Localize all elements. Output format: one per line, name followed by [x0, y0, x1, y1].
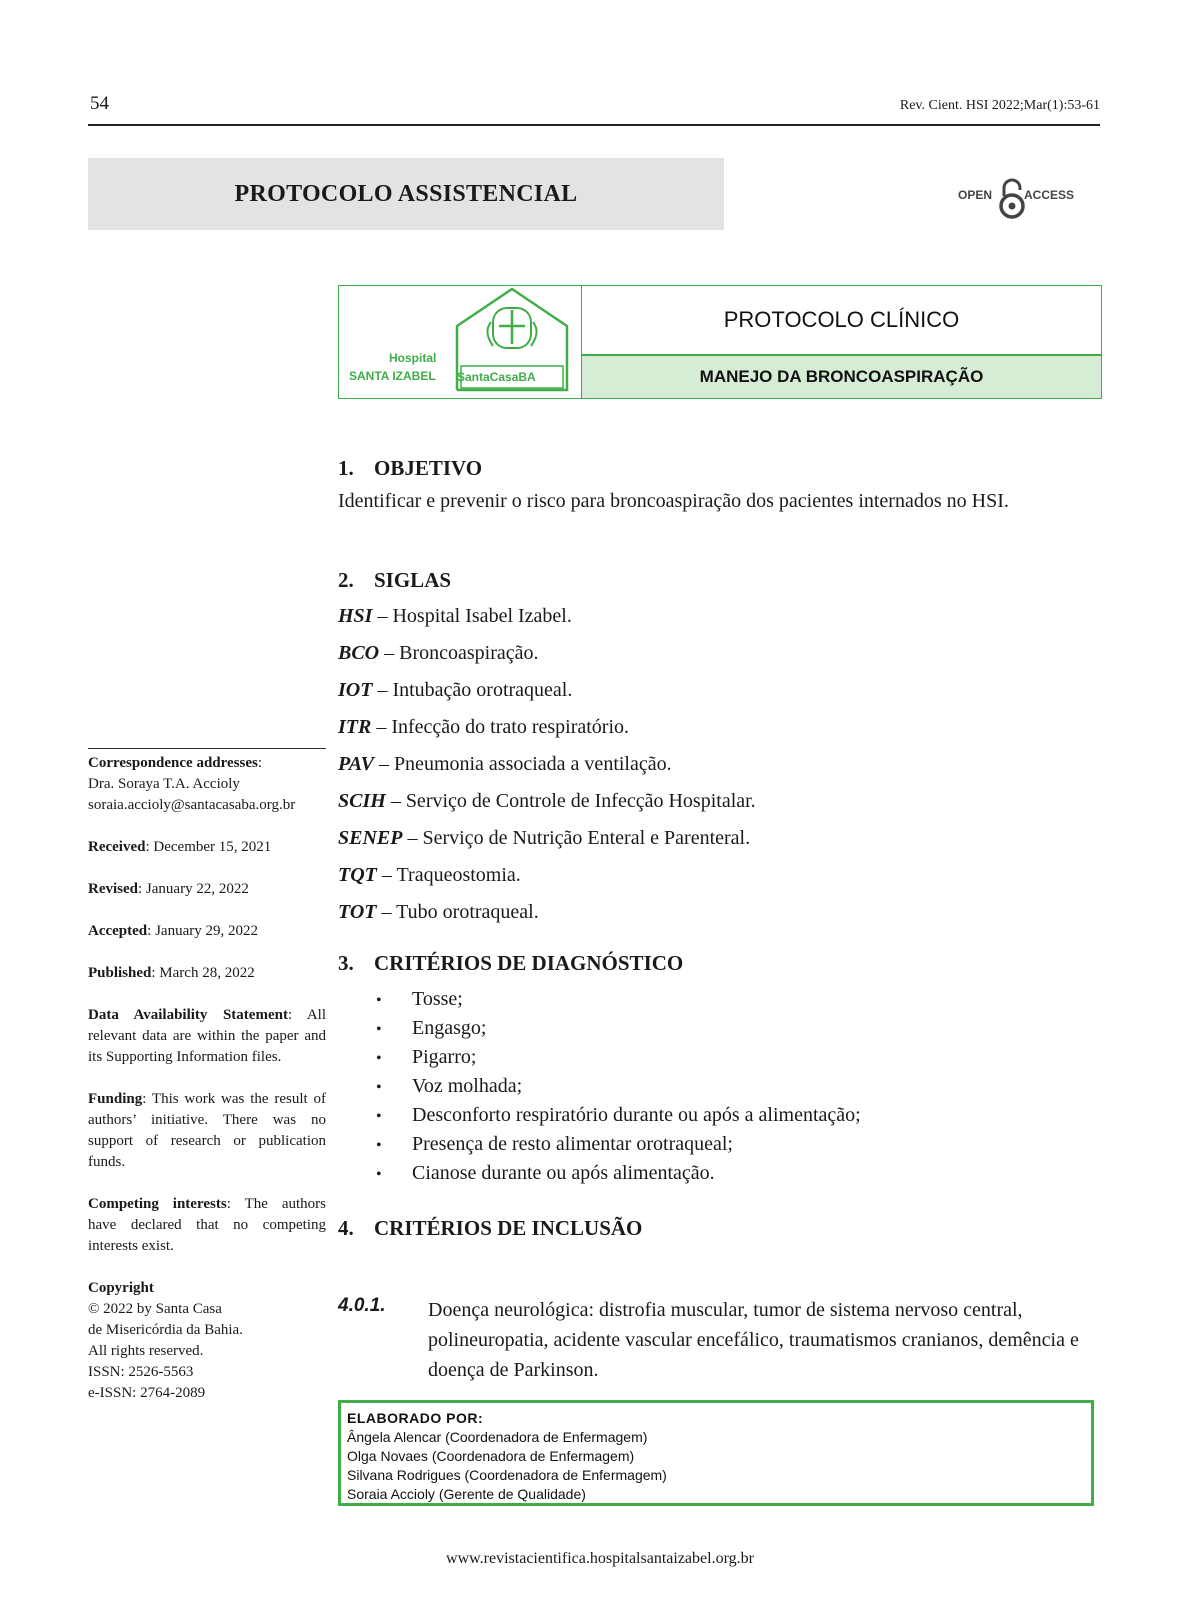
logo-line1: Hospital: [389, 351, 437, 365]
section-heading-siglas: 2. SIGLAS: [338, 568, 452, 592]
logo-brand: SantaCasaBA: [457, 370, 536, 384]
list-item: • Voz molhada;: [376, 1075, 523, 1097]
journal-reference: Rev. Cient. HSI 2022;Mar(1):53-61: [899, 98, 1100, 113]
page-number: 54: [90, 93, 109, 114]
list-item: • Desconforto respiratório durante ou após a alimentação;: [376, 1104, 861, 1126]
open-access-logo: [958, 178, 1082, 220]
logo-line2: SANTA IZABEL: [349, 369, 436, 383]
sigla-item: TOT – Tubo orotraqueal.: [338, 901, 539, 923]
sigla-item: HSI – Hospital Isabel Izabel.: [338, 605, 572, 627]
correspondence-email[interactable]: soraia.accioly@santacasaba.org.br: [88, 797, 296, 813]
correspondence: Correspondence addresses: Dra. Soraya T.A. Accioly soraia.accioly@santacasaba.org.br: [88, 755, 296, 813]
competing-interests: Competing interests: The authors have declared that no competing interests exist.: [88, 1196, 327, 1254]
funding: Funding: This work was the result of authors’ initiative. There was no support of research or publication funds.: [88, 1091, 326, 1170]
sigla-item: SCIH – Serviço de Controle de Infecção Hospitalar.: [338, 790, 756, 812]
data-availability: Data Availability Statement: All relevant data are within the paper and its Supporting Information files.: [88, 1007, 327, 1065]
hospital-logo: [339, 286, 582, 398]
sigla-item: TQT – Traqueostomia.: [338, 864, 521, 886]
sigla-item: ITR – Infecção do trato respiratório.: [338, 716, 630, 738]
objetivo-text: Identificar e prevenir o risco para broncoaspiração dos pacientes internados no HSI.: [338, 490, 1009, 512]
article-sidebar: [88, 748, 326, 1425]
author-line: Olga Novaes (Coordenadora de Enfermagem): [347, 1448, 635, 1464]
section-banner-title: PROTOCOLO ASSISTENCIAL: [234, 180, 578, 207]
protocol-header: [338, 285, 1102, 399]
sidebar-rule: [88, 748, 326, 749]
section-banner: [88, 158, 724, 230]
header-rule: [88, 124, 1100, 126]
protocol-title-cell: [582, 286, 1101, 356]
protocol-subtitle-cell: [582, 356, 1101, 398]
protocol-subtitle: MANEJO DA BRONCOASPIRAÇÃO: [699, 367, 984, 386]
accepted-date: Accepted: January 29, 2022: [88, 923, 258, 939]
sigla-item: SENEP – Serviço de Nutrição Enteral e Parenteral.: [338, 827, 751, 849]
author-line: Silvana Rodrigues (Coordenadora de Enfermagem): [347, 1467, 667, 1483]
open-access-left: OPEN: [958, 188, 993, 202]
copyright: Copyright © 2022 by Santa Casa de Misericórdia da Bahia. All rights reserved. ISSN: 2526-5563 e-ISSN: 2764-2089: [88, 1280, 243, 1401]
section-heading-diagnostico: 3. CRITÉRIOS DE DIAGNÓSTICO: [338, 951, 684, 975]
protocol-title: PROTOCOLO CLÍNICO: [723, 307, 960, 332]
author-line: Ângela Alencar (Coordenadora de Enfermagem): [347, 1429, 648, 1445]
open-access-right: ACCESS: [1024, 188, 1075, 202]
inclusao-item-text: Doença neurológica: distrofia muscular, tumor de sistema nervoso central, polineuropatia, acidente vascular encefálico, traumatismos cranianos, demência e doença de Parkinson.: [428, 1299, 1079, 1381]
list-item: • Pigarro;: [376, 1046, 477, 1068]
author-line: Soraia Accioly (Gerente de Qualidade): [347, 1486, 586, 1502]
section-heading-objetivo: 1. OBJETIVO: [338, 456, 483, 480]
sigla-item: IOT – Intubação orotraqueal.: [338, 679, 573, 701]
revised-date: Revised: January 22, 2022: [88, 881, 249, 897]
open-lock-icon: [998, 178, 1026, 220]
elaborado-box: [338, 1400, 1094, 1506]
list-item: • Cianose durante ou após alimentação.: [376, 1162, 715, 1184]
list-item: • Engasgo;: [376, 1017, 487, 1039]
footer-url[interactable]: www.revistacientifica.hospitalsantaizabel.org.br: [446, 1550, 754, 1567]
inclusao-item-number: 4.0.1.: [338, 1295, 386, 1316]
list-item: • Presença de resto alimentar orotraqueal;: [376, 1133, 733, 1155]
section-heading-inclusao: 4. CRITÉRIOS DE INCLUSÃO: [338, 1216, 643, 1240]
sigla-item: BCO – Broncoaspiração.: [338, 642, 539, 664]
elaborado-label: ELABORADO POR:: [347, 1410, 484, 1426]
sigla-item: PAV – Pneumonia associada a ventilação.: [338, 753, 672, 775]
published-date: Published: March 28, 2022: [88, 965, 255, 981]
list-item: • Tosse;: [376, 988, 463, 1010]
received-date: Received: December 15, 2021: [88, 839, 272, 855]
